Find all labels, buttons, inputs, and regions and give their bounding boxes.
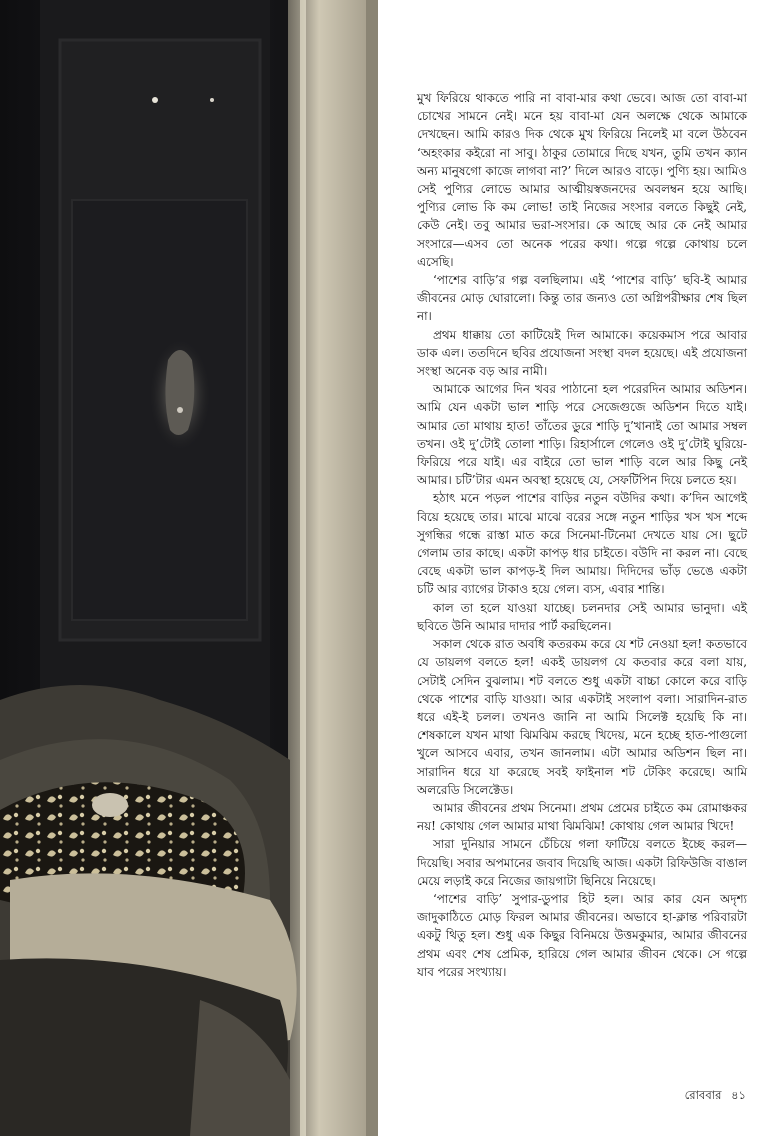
article-paragraph: কাল তা হলে যাওয়া যাচ্ছে। চলনদার সেই আমার ভানুদা। এই ছবিতে উনি আমার দাদার পার্ট করছিলেন। xyxy=(417,600,747,633)
photo-drawing xyxy=(0,0,378,1136)
article-paragraph: ‘পাশের বাড়ি’র গল্প বলছিলাম। এই ‘পাশের বাড়ি’ ছবি-ই আমার জীবনের মোড় ঘোরালো। কিন্তু তার জন্যও তো অগ্নিপরীক্ষার শেষ ছিল না। xyxy=(417,273,747,324)
magazine-name: রোববার xyxy=(684,1088,722,1102)
page-footer xyxy=(685,1087,746,1106)
article-paragraph: সকাল থেকে রাত অবধি কতরকম করে যে শট নেওয়া হল! কতভাবে যে ডায়লগ বলতে হল! একই ডায়লগ যে কতবার করে বলা যায়, সেটাই সেদিন বুঝলাম। শট বলতে শুধু একটা বাচ্চা কোলে করে বাড়ি থেকে পাশের বাড়ি যাওয়া। আর একটাই সংলাপ বলা। সারাদিন-রাত ধরে এই-ই চলল। তখনও জানি না আমি সিলেক্ট হয়েছি কি না। শেষকালে যখন মাথা ঝিমঝিম করছে খিদেয়, মনে হচ্ছে হাত-পাগুলো খুলে আসবে এবার, তখন জানলাম। এটা আমার অডিশন ছিল না। সারাদিন ধরে যা করেছে সবই ফাইনাল শট টেকিং করেছে। আমি অলরেডি সিলেক্টেড। xyxy=(417,637,747,797)
photo-image xyxy=(0,0,378,1136)
article-paragraph: মুখ ফিরিয়ে থাকতে পারি না বাবা-মার কথা ভেবে। আজ তো বাবা-মা চোখের সামনে নেই। মনে হয় বাবা-মা যেন অলক্ষে থেকে আমাকে দেখছেন। আমি কারও দিক থেকে মুখ ফিরিয়ে নিলেই মা বলে উঠবেন ‘অহংকার কইরো না সাবু। ঠাকুর তোমারে দিছে যখন, তুমি তখন ক্যান অন্য মানুষগো কাজে লাগবা না?’ দিলে আরও বাড়ে। পুণ্যি হয়। আমিও সেই পুণ্যির লোভে আমার আত্মীয়স্বজনদের অবলম্বন হয়ে আছি। পুণ্যির লোভ কি কম লোভ! তাই নিজের সংসার বলতে কিছুই নেই, কেউ নেই। তবু আমার ভরা-সংসার। কে আছে আর কে নেই আমার সংসারে—এসব তো অনেক পরের কথা। গল্পে গল্পে কোথায় চলে এসেছি। xyxy=(417,91,747,269)
article-paragraph: আমাকে আগের দিন খবর পাঠানো হল পরেরদিন আমার অডিশন। আমি যেন একটা ভাল শাড়ি পরে সেজেগুজে অডিশন দিতে যাই। আমার তো মাথায় হাত! তাঁতের ডুরে শাড়ি দু’খানাই তো আমার সম্বল তখন। ওই দু’টোই তোলা শাড়ি। রিহার্সালে গেলেও ওই দু’টোই ঘুরিয়ে-ফিরিয়ে পরে যাই। এর বাইরে তো ভাল শাড়ি বলে আর কিছু নেই আমার। চটি’টার এমন অবস্থা হয়েছে যে, সেফটিপিন দিয়ে চলতে হয়। xyxy=(417,382,747,488)
article-paragraph: সারা দুনিয়ার সামনে চেঁচিয়ে গলা ফাটিয়ে বলতে ইচ্ছে করল—দিয়েছি। সবার অপমানের জবাব দিয়েছি আজ। একটা রিফিউজি বাঙাল মেয়ে লড়াই করে নিজের জায়গাটা ছিনিয়ে নিয়েছে। xyxy=(417,837,747,888)
article-paragraph: আমার জীবনের প্রথম সিনেমা। প্রথম প্রেমের চাইতে কম রোমাঞ্চকর নয়! কোথায় গেল আমার মাথা ঝিমঝিম! কোথায় গেল আমার খিদে! xyxy=(417,800,747,834)
article-paragraph: হঠাৎ মনে পড়ল পাশের বাড়ির নতুন বউদির কথা। ক’দিন আগেই বিয়ে হয়েছে তার। মাঝে মাঝে বরের সঙ্গে নতুন শাড়ির খস খস শব্দে সুগন্ধির গন্ধে রাস্তা মাত করে সিনেমা-টিনেমা দেখতে যায় সে। ছুটে গেলাম তার কাছে। একটা কাপড় ধার চাইতে। বউদি না করল না। বেছে বেছে একটা ভাল কাপড়-ই দিল আমায়। দিদিদের ভাঁড় ভেঙে একটা চটি আর ব্যাগের টাকাও হয়ে গেল। ব্যস, এবার শান্তি। xyxy=(417,491,747,597)
article-body xyxy=(417,89,747,981)
page-number: ৪১ xyxy=(731,1088,746,1102)
article-paragraph: প্রথম ধাক্কায় তো কাটিয়েই দিল আমাকে। কয়েকমাস পরে আবার ডাক এল। ততদিনে ছবির প্রযোজনা সংস্থা বদল হয়েছে। এই প্রযোজনা সংস্থা অনেক বড় আর নামী। xyxy=(417,327,747,379)
article-paragraph: ‘পাশের বাড়ি’ সুপার-ডুপার হিট হল। আর কার যেন অদৃশ্য জাদুকাঠিতে মোড় ফিরল আমার জীবনের। অভাবে হা-ক্লান্ত পরিবারটা একটু থিতু হল। শুধু এক কিছুর বিনিময়ে উত্তমকুমার, আমার জীবনের প্রথম এবং শেষ প্রেমিক, হারিয়ে গেল আমার জীবন থেকে। সে গল্পে যাব পরের সংখ্যায়। xyxy=(417,891,747,979)
